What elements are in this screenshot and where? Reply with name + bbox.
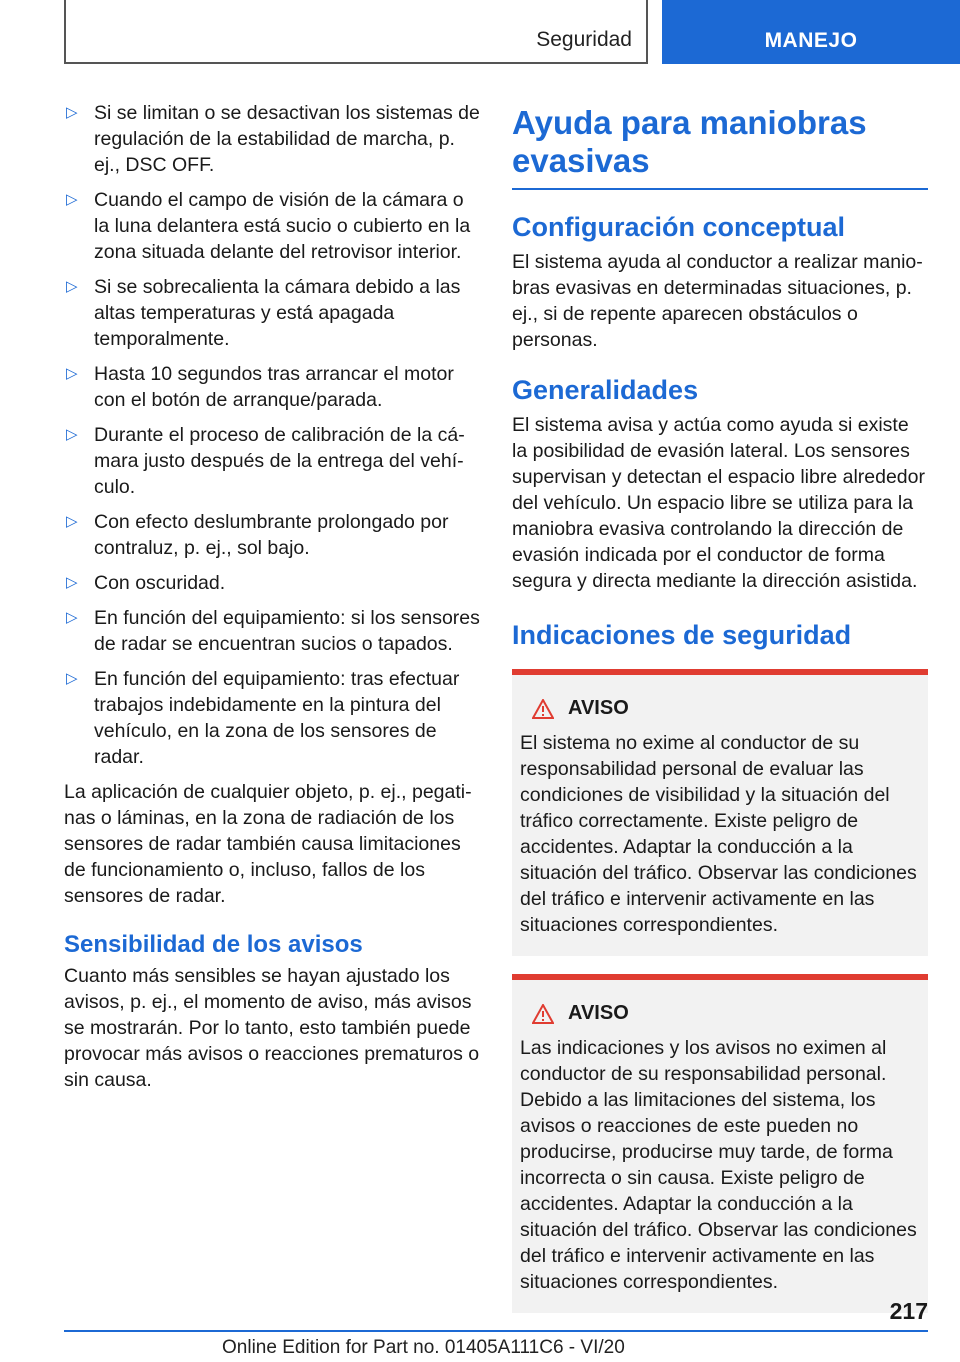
list-item: ▷ Si se limitan o se desactivan los sistemas de regulación de la estabilidad de marcha, p. ej., DSC OFF. [66, 102, 480, 176]
warning-triangle-icon [532, 699, 554, 719]
list-item: ▷ En función del equipamiento: si los sensores de radar se encuentran sucios o tapados. [66, 607, 480, 655]
triangle-bullet-icon: ▷ [66, 609, 78, 626]
warning-text: Las indicaciones y los avisos no eximen al conductor de su responsabilidad personal. Debido a las limitaciones del sistema, los avisos o reacciones de este pueden no producirse, producirse muy tarde, de forma incorrecta o sin causa. Existe peligro de accidentes. Adaptar la conducción a la situación del tráfico. Observar las condiciones del tráfico e intervenir activamente en las situaciones correspondientes. [520, 1037, 917, 1293]
page-number: 217 [889, 1298, 928, 1324]
concept-paragraph: El sistema ayuda al conductor a realizar maniobras evasivas en determinadas situaciones, p. ej., si de repente aparecen obstáculos o personas. [512, 251, 923, 351]
warning-label: AVISO [568, 697, 629, 719]
warning-text: El sistema no exime al conductor de su responsabilidad personal de evaluar las condiciones de visibilidad y la situación del tráfico correctamente. Existe peligro de accidentes. Adaptar la conducción a la situación del tráfico. Observar las condiciones del tráfico e intervenir activamente en las situaciones correspondientes. [520, 732, 917, 936]
warning-header [532, 1002, 920, 1025]
triangle-bullet-icon: ▷ [66, 104, 78, 121]
list-item: ▷ En función del equipamiento: tras efectuar trabajos indebidamente en la pintura del vehículo, en la zona de los sensores de radar. [66, 668, 460, 768]
triangle-bullet-icon: ▷ [66, 574, 78, 591]
general-heading: Generalidades [512, 375, 699, 405]
list-item: ▷ Cuando el campo de visión de la cámara o la luna delantera está sucio o cubierto en la zona situada delante del retrovisor interior. [66, 189, 471, 263]
list-item: ▷ Durante el proceso de calibración de la cámara justo después de la entrega del vehículo. [66, 424, 465, 498]
warning-triangle-icon [532, 1004, 554, 1024]
safety-heading: Indicaciones de seguridad [512, 620, 852, 650]
page-title: Ayuda para maniobras evasivas [512, 104, 928, 190]
header-frame [64, 0, 648, 64]
triangle-bullet-icon: ▷ [66, 670, 78, 687]
list-item: ▷ Hasta 10 segundos tras arrancar el motor con el botón de arranque/parada. [66, 363, 454, 411]
warning-box [512, 974, 928, 1313]
radar-paragraph: La aplicación de cualquier objeto, p. ej., pegatinas o láminas, en la zona de radiación de los sensores de radar también causa limitaciones de funcionamiento o, incluso, fallos de los sensores de radar. [64, 781, 472, 907]
footer-divider [64, 1330, 928, 1332]
sensitivity-heading: Sensibilidad de los avisos [64, 931, 363, 958]
limitations-list [64, 100, 482, 770]
triangle-bullet-icon: ▷ [66, 513, 78, 530]
triangle-bullet-icon: ▷ [66, 426, 78, 443]
left-column [64, 100, 482, 1093]
sensitivity-paragraph: Cuanto más sensibles se hayan ajustado los avisos, p. ej., el momento de aviso, más avisos se mostrarán. Por lo tanto, esto también puede provocar más avisos o reacciones prematuros o sin causa. [64, 965, 480, 1091]
warning-label: AVISO [568, 1002, 629, 1024]
list-item: ▷ Con oscuridad. [66, 572, 226, 594]
concept-heading: Configuración conceptual [512, 212, 846, 242]
header-chapter-tab[interactable]: MANEJO [662, 0, 960, 64]
warning-box [512, 669, 928, 956]
list-item: ▷ Con efecto deslumbrante prolongado por contraluz, p. ej., sol bajo. [66, 511, 449, 559]
triangle-bullet-icon: ▷ [66, 191, 78, 208]
header-section-title: Seguridad [536, 28, 632, 51]
triangle-bullet-icon: ▷ [66, 278, 78, 295]
footer-edition: Online Edition for Part no. 01405A111C6 - VI/20 [222, 1337, 625, 1358]
warning-header [532, 697, 920, 720]
list-item: ▷ Si se sobrecalienta la cámara debido a las altas temperaturas y está apagada temporalmente. [66, 276, 461, 350]
right-column [512, 100, 928, 1313]
general-paragraph: El sistema avisa y actúa como ayuda si existe la posibilidad de evasión lateral. Los sensores supervisan y detectan el espacio libre alrededor del vehículo. Un espacio libre se utiliza para la maniobra evasiva controlando la dirección de evasión indicada por el conductor de forma segura y directa mediante la dirección asistida. [512, 414, 925, 592]
triangle-bullet-icon: ▷ [66, 365, 78, 382]
